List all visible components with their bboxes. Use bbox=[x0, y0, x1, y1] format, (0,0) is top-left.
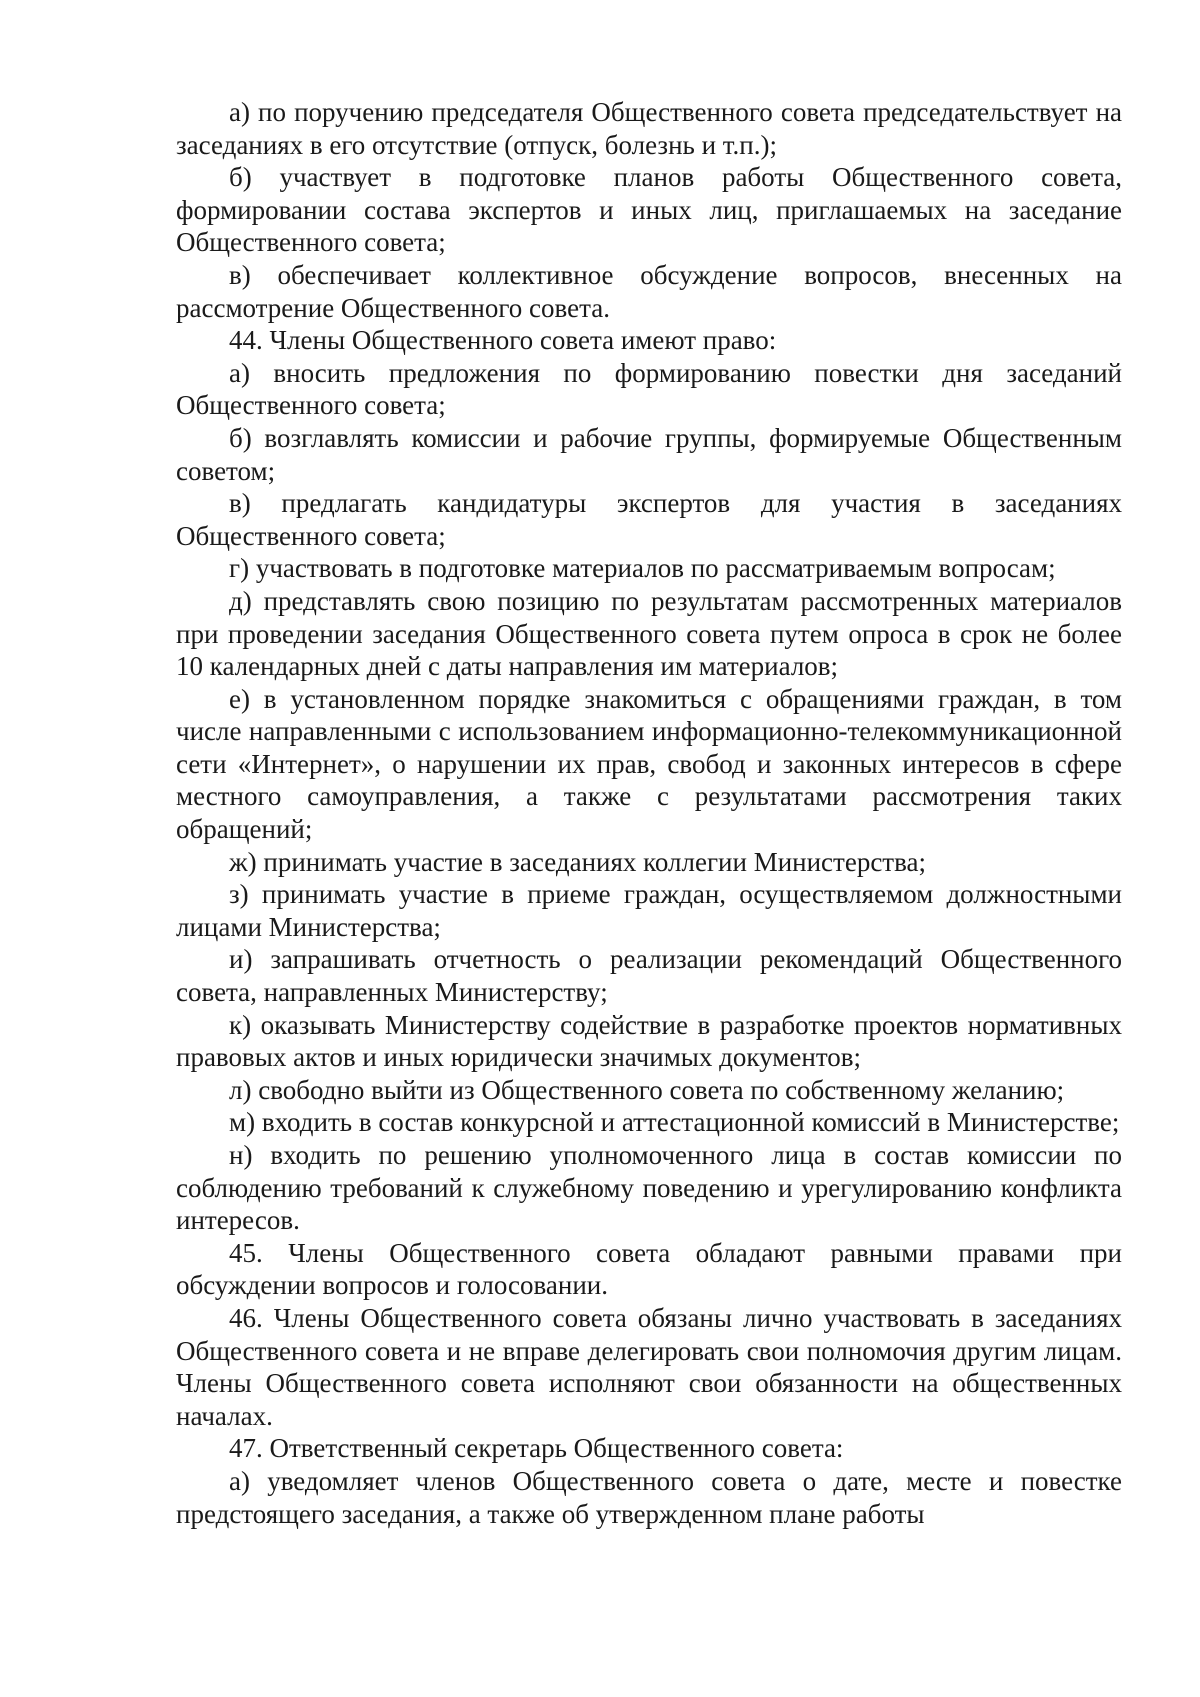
paragraph-44k: к) оказывать Министерству содействие в разработке проектов нормативных правовых актов и иных юридически значимых документов; bbox=[176, 1009, 1122, 1073]
paragraph-44a: а) вносить предложения по формированию повестки дня заседаний Общественного совета; bbox=[176, 357, 1122, 421]
paragraph-44e: д) представлять свою позицию по результатам рассмотренных материалов при проведении заседания Общественного совета путем опроса в срок не более 10 календарных дней с даты направления им материалов; bbox=[176, 585, 1122, 682]
paragraph-43b: б) участвует в подготовке планов работы Общественного совета, формировании состава экспертов и иных лиц, приглашаемых на заседание Общественного совета; bbox=[176, 162, 1122, 258]
paragraph-43a: а) по поручению председателя Общественного совета председательствует на заседаниях в его отсутствие (отпуск, болезнь и т.п.); bbox=[176, 97, 1122, 160]
paragraph-44l: л) свободно выйти из Общественного совета по собственному желанию; bbox=[229, 1074, 1065, 1105]
paragraph-44d: г) участвовать в подготовке материалов по рассматриваемым вопросам; bbox=[229, 553, 1056, 584]
paragraph-44b: б) возглавлять комиссии и рабочие группы, формируемые Общественным советом; bbox=[176, 422, 1122, 486]
clause-46: 46. Члены Общественного совета обязаны лично участвовать в заседаниях Общественного совета и не вправе делегировать свои полномочия другим лицам. Члены Общественного совета исполняют свои обязанности на общественных началах. bbox=[176, 1302, 1122, 1431]
clause-47-heading: 47. Ответственный секретарь Общественного совета: bbox=[229, 1433, 844, 1464]
paragraph-44i: и) запрашивать отчетность о реализации рекомендаций Общественного совета, направленных Министерству; bbox=[176, 944, 1122, 1008]
paragraph-47a: а) уведомляет членов Общественного совета о дате, месте и повестке предстоящего заседания, а также об утвержденном плане работы bbox=[176, 1465, 1122, 1529]
paragraph-44g: ж) принимать участие в заседаниях коллегии Министерства; bbox=[229, 846, 926, 877]
document-body bbox=[176, 96, 1122, 1530]
paragraph-44h: з) принимать участие в приеме граждан, осуществляемом должностными лицами Министерства; bbox=[176, 879, 1122, 942]
clause-44-heading: 44. Члены Общественного совета имеют право: bbox=[229, 325, 777, 356]
paragraph-44n: н) входить по решению уполномоченного лица в состав комиссии по соблюдению требований к служебному поведению и урегулированию конфликта интересов. bbox=[176, 1140, 1122, 1236]
paragraph-44f: е) в установленном порядке знакомиться с обращениями граждан, в том числе направленными с использованием информационно-телекоммуникационной сети «Интернет», о нарушении их прав, свобод и законных интересов в сфере местного самоуправления, а также с результатами рассмотрения таких обращений; bbox=[176, 683, 1122, 845]
paragraph-44m: м) входить в состав конкурсной и аттестационной комиссий в Министерстве; bbox=[229, 1107, 1120, 1138]
paragraph-43c: в) обеспечивает коллективное обсуждение вопросов, внесенных на рассмотрение Общественного совета. bbox=[176, 259, 1122, 323]
clause-45: 45. Члены Общественного совета обладают равными правами при обсуждении вопросов и голосовании. bbox=[176, 1237, 1122, 1301]
paragraph-44c: в) предлагать кандидатуры экспертов для участия в заседаниях Общественного совета; bbox=[176, 488, 1122, 551]
